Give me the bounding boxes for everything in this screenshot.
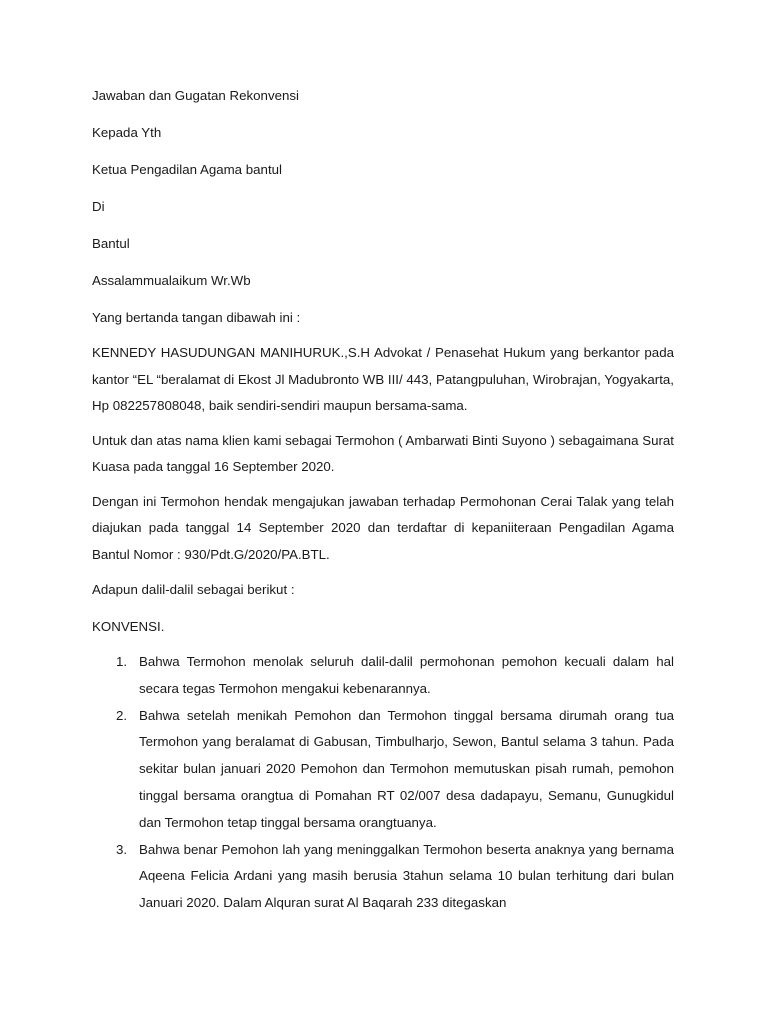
list-item — [92, 703, 674, 837]
list-item-number: 1. — [116, 654, 128, 669]
address-recipient: Ketua Pengadilan Agama bantul — [92, 162, 282, 177]
list-item — [92, 649, 674, 703]
paragraph-client: Untuk dan atas nama klien kami sebagai Termohon ( Ambarwati Binti Suyono ) sebagaimana Surat Kuasa pada tanggal 16 September 2020. — [92, 432, 674, 474]
list-item-number: 2. — [116, 707, 128, 723]
list-item-number: 3. — [116, 841, 128, 857]
list-item — [92, 837, 674, 917]
arguments-list — [92, 649, 674, 917]
address-city: Bantul — [92, 236, 130, 251]
list-item-text: Bahwa benar Pemohon lah yang meninggalkan Termohon beserta anaknya yang bernama Aqeena Felicia Ardani yang masih berusia 3tahun selama 10 bulan terhitung dari bulan Januari 2020. Dalam Alquran surat Al Baqarah 233 ditegaskan — [139, 841, 674, 911]
address-at: Di — [92, 199, 105, 214]
section-heading: KONVENSI. — [92, 619, 165, 634]
arguments-intro: Adapun dalil-dalil sebagai berikut : — [92, 582, 295, 597]
address-to: Kepada Yth — [92, 125, 162, 140]
document-title: Jawaban dan Gugatan Rekonvensi — [92, 88, 299, 103]
greeting: Assalammualaikum Wr.Wb — [92, 273, 251, 288]
intro-line: Yang bertanda tangan dibawah ini : — [92, 310, 301, 325]
document-body — [92, 86, 674, 917]
paragraph-petition: Dengan ini Termohon hendak mengajukan jawaban terhadap Permohonan Cerai Talak yang telah diajukan pada tanggal 14 September 2020 dan terdaftar di kepaniiteraan Pengadilan Agama Bantul Nomor : 930/Pdt.G/2020/PA.BTL. — [92, 493, 674, 562]
list-item-text: Bahwa setelah menikah Pemohon dan Termohon tinggal bersama dirumah orang tua Termohon yang beralamat di Gabusan, Timbulharjo, Sewon, Bantul selama 3 tahun. Pada sekitar bulan januari 2020 Pemohon dan Termohon memutuskan pisah rumah, pemohon tinggal bersama orangtua di Pomahan RT 02/007 desa dadapayu, Semanu, Gunugkidul dan Termohon tetap tinggal bersama orangtuanya. — [139, 707, 674, 830]
paragraph-advocate: KENNEDY HASUDUNGAN MANIHURUK.,S.H Advokat / Penasehat Hukum yang berkantor pada kantor “EL “beralamat di Ekost Jl Madubronto WB III/ 443, Patangpuluhan, Wirobrajan, Yogyakarta, Hp 082257808048, baik sendiri-sendiri maupun bersama-sama. — [92, 345, 674, 413]
list-item-text: Bahwa Termohon menolak seluruh dalil-dalil permohonan pemohon kecuali dalam hal secara tegas Termohon mengakui kebenarannya. — [139, 654, 674, 696]
